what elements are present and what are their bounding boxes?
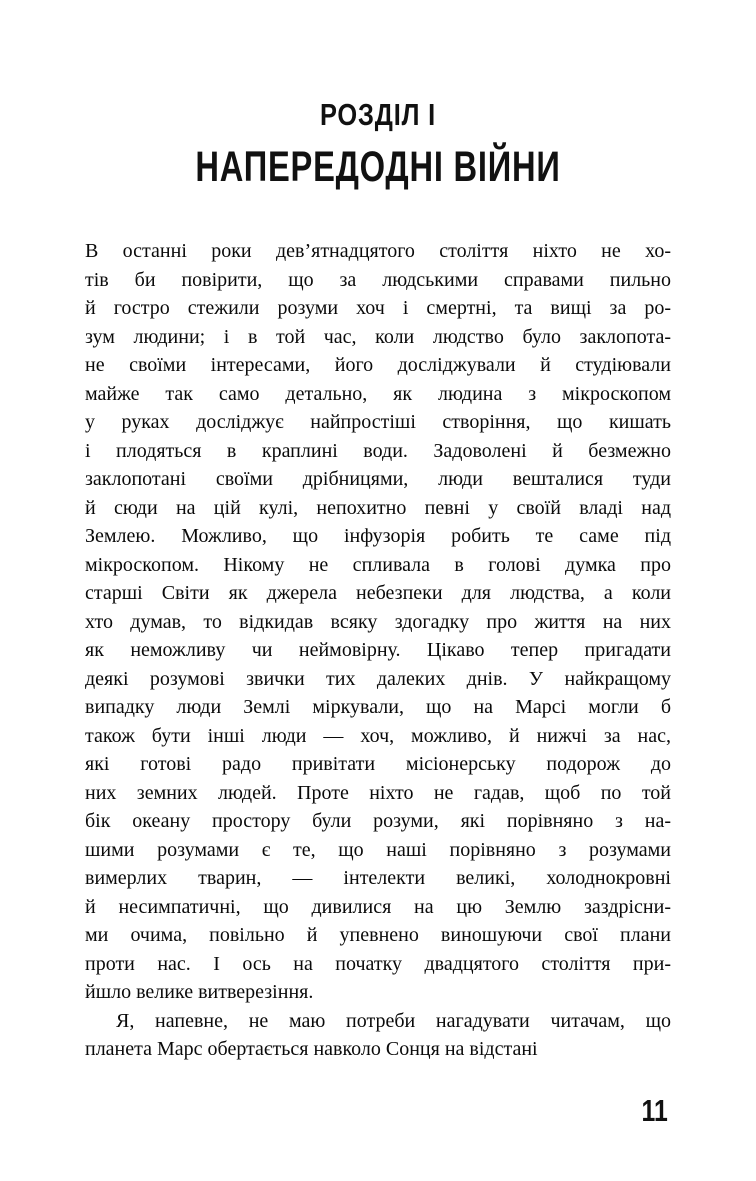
text-line: ми очима, повільно й упевнено виношуючи свої плани <box>85 924 671 946</box>
page-number: 11 <box>641 1093 668 1128</box>
text-line: й несимпатичні, що дивилися на цю Землю заздрісни- <box>85 895 671 918</box>
text-line: вимерлих тварин, — інтелекти великі, холоднокровні <box>85 867 671 889</box>
text-line: і плодяться в краплині води. Задоволені й безмежно <box>85 439 671 462</box>
chapter-label: РОЗДІЛ І <box>319 97 437 132</box>
text-line: деякі розумові звички тих далеких днів. У найкращому <box>85 667 671 690</box>
text-line: проти нас. І ось на початку двадцятого століття при- <box>85 952 671 975</box>
text-line: старші Світи як джерела небезпеки для людства, а коли <box>85 582 671 604</box>
body-text <box>85 237 671 1064</box>
text-line: шими розумами є те, що наші порівняно з розумами <box>85 838 671 861</box>
text-line: йшло велике витверезіння. <box>85 981 314 1003</box>
text-line: й гостро стежили розуми хоч і смертні, та вищі за ро- <box>85 297 671 319</box>
text-line: не своїми інтересами, його досліджували й студіювали <box>85 354 671 376</box>
text-line: й сюди на цій кулі, непохитно певні у своїй владі над <box>85 496 671 519</box>
text-line: які готові радо привітати місіонерську подорож до <box>85 753 671 775</box>
text-line: випадку люди Землі міркували, що на Марсі могли б <box>85 696 671 718</box>
text-line: Я, напевне, не маю потреби нагадувати читачам, що <box>116 1009 671 1032</box>
text-line: бік океану простору були розуми, які порівняно з на- <box>85 810 671 832</box>
text-line: зум людини; і в той час, коли людство було заклопота- <box>85 325 671 348</box>
text-line: тів би повірити, що за людськими справами пильно <box>85 268 671 291</box>
text-line: у руках досліджує найпростіші створіння, що кишать <box>85 411 671 433</box>
text-line: майже так само детально, як людина з мікроскопом <box>85 382 671 405</box>
text-line: мікроскопом. Нікому не спливала в голові думка про <box>85 553 671 576</box>
text-line: них земних людей. Проте ніхто не гадав, щоб по той <box>85 781 671 804</box>
text-line: хто думав, то відкидав всяку здогадку про життя на них <box>85 610 671 633</box>
chapter-title: НАПЕРЕДОДНІ ВІЙНИ <box>195 143 561 191</box>
text-line: Землею. Можливо, що інфузорія робить те саме під <box>85 525 671 547</box>
text-line: планета Марс обертається навколо Сонця на відстані <box>85 1038 538 1060</box>
text-line: В останні роки дев’ятнадцятого століття ніхто не хо- <box>85 240 671 262</box>
text-line: також бути інші люди — хоч, можливо, й нижчі за нас, <box>85 724 671 747</box>
text-line: заклопотані своїми дрібницями, люди вешталися туди <box>85 468 671 490</box>
text-line: як неможливу чи неймовірну. Цікаво тепер пригадати <box>85 639 671 661</box>
